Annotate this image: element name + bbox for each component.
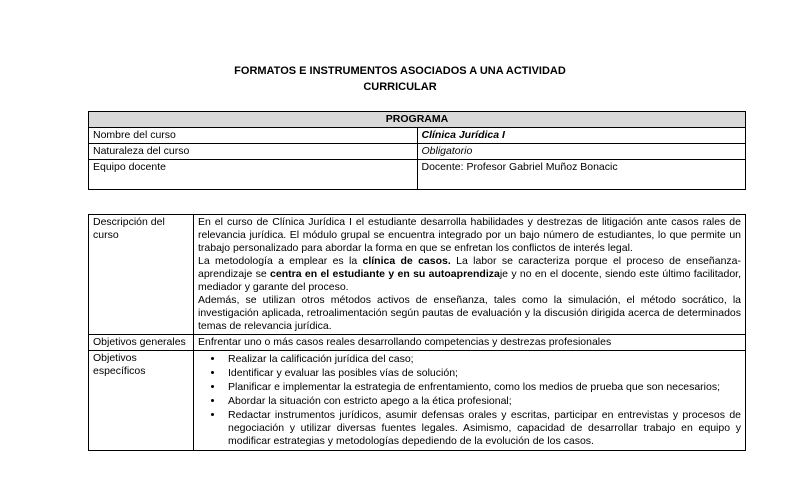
course-details-table bbox=[88, 214, 746, 451]
program-table bbox=[88, 111, 746, 190]
teaching-team-label: Equipo docente bbox=[89, 160, 418, 190]
course-description-text bbox=[194, 215, 746, 335]
course-nature-value: Obligatorio bbox=[417, 144, 746, 160]
course-name-label: Nombre del curso bbox=[89, 128, 418, 144]
specific-objectives-list bbox=[198, 353, 741, 448]
table-row bbox=[89, 128, 746, 144]
specific-objectives-label: Objetivos específicos bbox=[89, 351, 194, 451]
objective-item: • Planificar e implementar la estrategia de enfrentamiento, como los medios de prueba que son necesarios; bbox=[224, 381, 741, 394]
description-paragraph: Además, se utilizan otros métodos activos de enseñanza, tales como la simulación, el método socrático, la investigación aplicada, retroalimentación según pautas de evaluación y la discusión dirigida acerca de determinados temas de relevancia jurídica. bbox=[198, 294, 741, 332]
description-paragraph: La metodología a emplear es la clínica de casos. La labor se caracteriza porque el proceso de enseñanza-aprendizaje se centra en el estudiante y en su autoaprendizaje y no en el docente, siendo este último facilitador, mediador y garante del proceso. bbox=[198, 255, 742, 293]
program-header: PROGRAMA bbox=[89, 112, 746, 128]
description-paragraph: En el curso de Clínica Jurídica I el estudiante desarrolla habilidades y destrezas de litigación ante casos rales de relevancia jurídica. El módulo grupal se encuentra integrado por un bajo número de estudiantes, lo que permite un trabajo personalizado para abordar la forma en que se enfretan los conflictos de interés legal. bbox=[198, 216, 741, 254]
title-line-1: FORMATOS E INSTRUMENTOS ASOCIADOS A UNA ACTIVIDAD bbox=[234, 65, 566, 77]
table-row bbox=[89, 144, 746, 160]
table-row bbox=[89, 335, 746, 351]
table-row bbox=[89, 215, 746, 335]
specific-objectives-cell bbox=[194, 351, 746, 451]
document-title bbox=[0, 0, 800, 95]
objective-item: • Redactar instrumentos jurídicos, asumir defensas orales y escritas, participar en entrevistas y procesos de negociación y utilizar diversas fuentes legales. Asimismo, capacidad de desarrollar trabajo en equipo y modificar estrategias y metodologías depediendo de la evolución de los casos. bbox=[224, 409, 741, 448]
table-row bbox=[89, 160, 746, 190]
objective-item: • Identificar y evaluar las posibles vías de solución; bbox=[224, 367, 741, 380]
document-content bbox=[88, 111, 746, 451]
objective-item: • Abordar la situación con estricto apego a la ética profesional; bbox=[224, 395, 741, 408]
program-header-row bbox=[89, 112, 746, 128]
course-description-label: Descripción del curso bbox=[89, 215, 194, 335]
general-objectives-value: Enfrentar uno o más casos reales desarrollando competencias y destrezas profesionales bbox=[194, 335, 746, 351]
objective-item: • Realizar la calificación jurídica del caso; bbox=[224, 353, 741, 366]
table-row bbox=[89, 351, 746, 451]
title-line-2: CURRICULAR bbox=[363, 80, 437, 93]
course-name-value: Clínica Jurídica I bbox=[417, 128, 746, 144]
general-objectives-label: Objetivos generales bbox=[89, 335, 194, 351]
course-nature-label: Naturaleza del curso bbox=[89, 144, 418, 160]
teaching-team-value: Docente: Profesor Gabriel Muñoz Bonacic bbox=[417, 160, 746, 190]
